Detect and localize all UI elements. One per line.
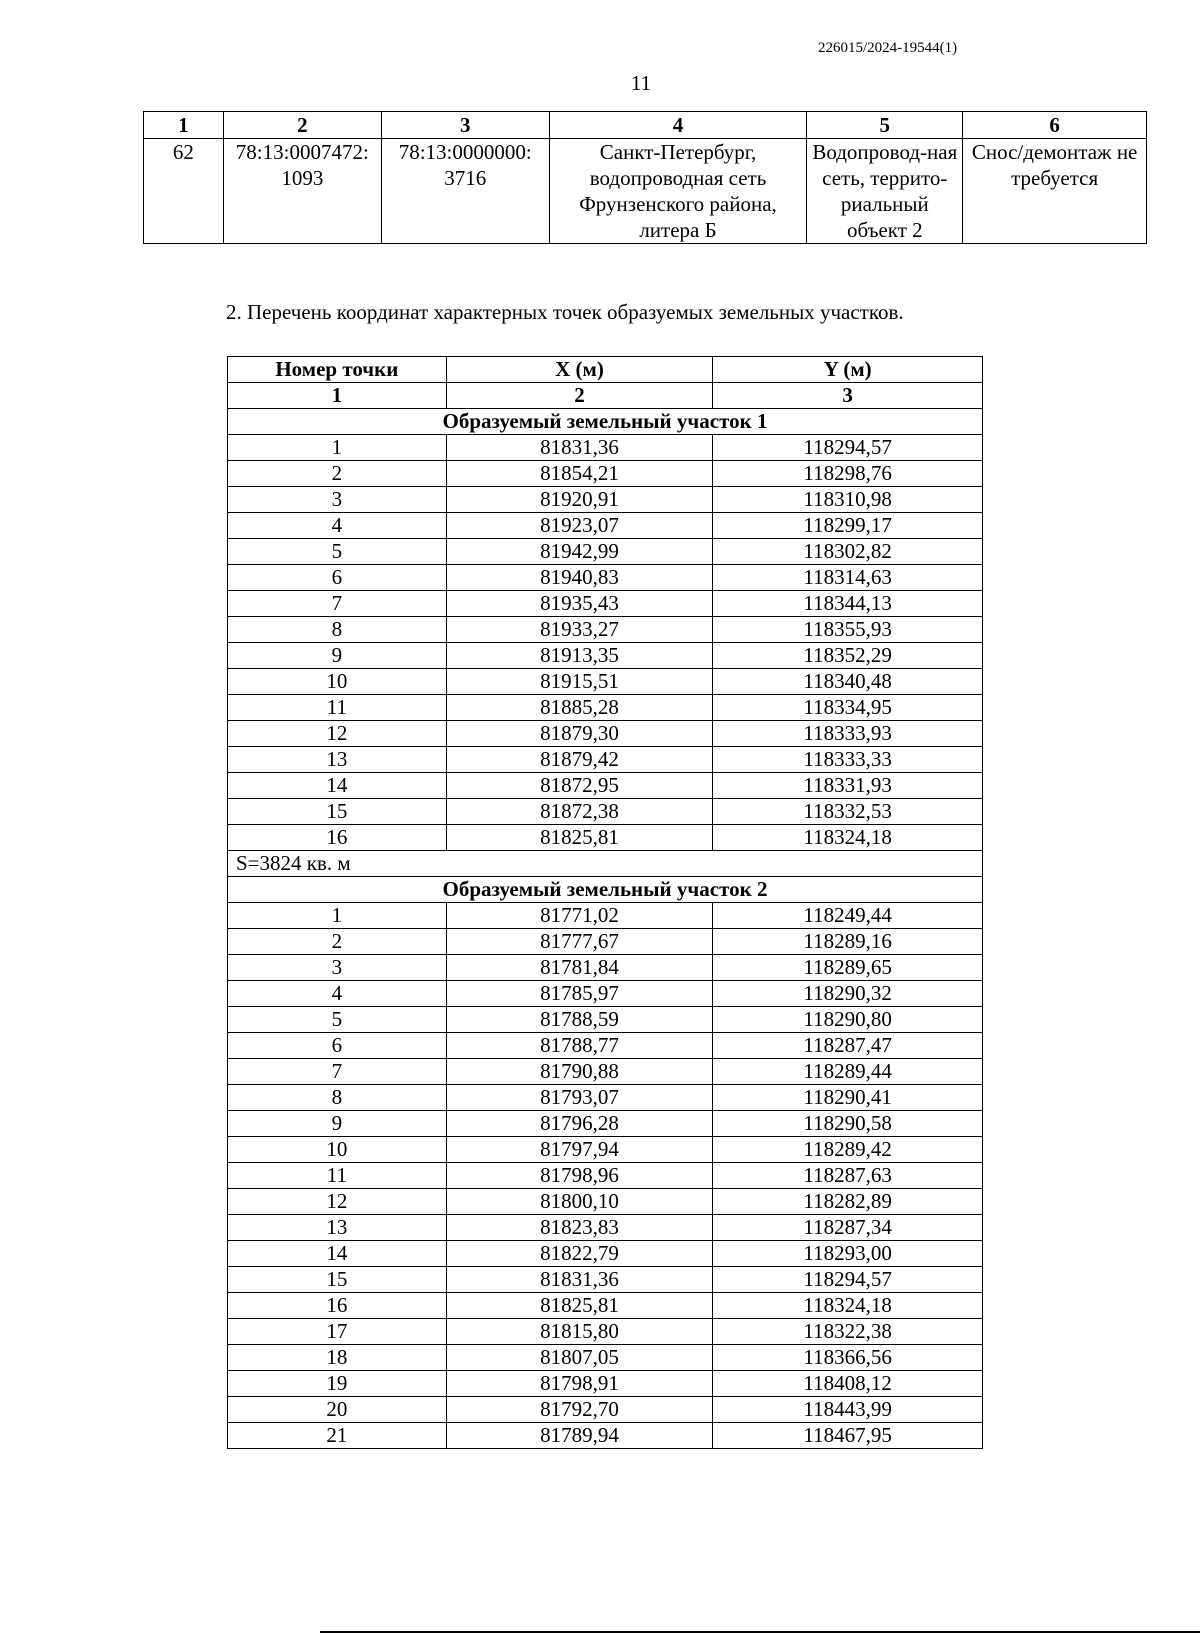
- x-coordinate: 81785,97: [446, 981, 713, 1007]
- x-coordinate: 81792,70: [446, 1397, 713, 1423]
- x-coordinate: 81800,10: [446, 1189, 713, 1215]
- y-coordinate: 118302,82: [713, 539, 983, 565]
- point-number: 14: [228, 773, 447, 799]
- y-coordinate: 118294,57: [713, 1267, 983, 1293]
- x-coordinate: 81935,43: [446, 591, 713, 617]
- point-number: 4: [228, 981, 447, 1007]
- table-row: [228, 1215, 983, 1241]
- y-coordinate: 118298,76: [713, 461, 983, 487]
- x-coordinate: 81798,91: [446, 1371, 713, 1397]
- y-coordinate: 118249,44: [713, 903, 983, 929]
- point-number: 9: [228, 1111, 447, 1137]
- point-number: 10: [228, 1137, 447, 1163]
- table-row: [228, 669, 983, 695]
- x-coordinate: 81940,83: [446, 565, 713, 591]
- table-row: [228, 773, 983, 799]
- point-number: 2: [228, 461, 447, 487]
- y-coordinate: 118287,47: [713, 1033, 983, 1059]
- table-row: [228, 1085, 983, 1111]
- col-header: Y (м): [713, 357, 983, 383]
- point-number: 21: [228, 1423, 447, 1449]
- table-row: [228, 617, 983, 643]
- y-coordinate: 118314,63: [713, 565, 983, 591]
- y-coordinate: 118324,18: [713, 825, 983, 851]
- x-coordinate: 81923,07: [446, 513, 713, 539]
- table-row: [228, 435, 983, 461]
- table-row: [144, 139, 1147, 244]
- point-number: 5: [228, 539, 447, 565]
- point-number: 3: [228, 955, 447, 981]
- point-number: 11: [228, 695, 447, 721]
- row-number: 62: [144, 139, 224, 244]
- point-number: 19: [228, 1371, 447, 1397]
- table-row: [228, 1137, 983, 1163]
- x-coordinate: 81872,95: [446, 773, 713, 799]
- x-coordinate: 81797,94: [446, 1137, 713, 1163]
- page-number: 11: [630, 71, 652, 95]
- area-row: [228, 851, 983, 877]
- x-coordinate: 81831,36: [446, 1267, 713, 1293]
- table-row: [228, 747, 983, 773]
- plot-title: Образуемый земельный участок 1: [228, 409, 983, 435]
- y-coordinate: 118299,17: [713, 513, 983, 539]
- table-row: [228, 1293, 983, 1319]
- x-coordinate: 81815,80: [446, 1319, 713, 1345]
- point-number: 2: [228, 929, 447, 955]
- y-coordinate: 118310,98: [713, 487, 983, 513]
- x-coordinate: 81788,77: [446, 1033, 713, 1059]
- y-coordinate: 118333,93: [713, 721, 983, 747]
- point-number: 4: [228, 513, 447, 539]
- plot-title: Образуемый земельный участок 2: [228, 877, 983, 903]
- x-coordinate: 81823,83: [446, 1215, 713, 1241]
- col-number: 3: [713, 383, 983, 409]
- table-row: [228, 591, 983, 617]
- plot-title-row: [228, 409, 983, 435]
- x-coordinate: 81777,67: [446, 929, 713, 955]
- object-name: Водопровод-ная сеть, террито-риальный объект 2: [807, 139, 963, 244]
- table-row: [228, 1371, 983, 1397]
- table-row: [228, 1111, 983, 1137]
- point-number: 7: [228, 591, 447, 617]
- point-number: 10: [228, 669, 447, 695]
- y-coordinate: 118287,63: [713, 1163, 983, 1189]
- table-row: [228, 643, 983, 669]
- address: Санкт-Петербург, водопроводная сеть Фрунзенского района, литера Б: [549, 139, 807, 244]
- y-coordinate: 118294,57: [713, 435, 983, 461]
- point-number: 13: [228, 747, 447, 773]
- x-coordinate: 81793,07: [446, 1085, 713, 1111]
- x-coordinate: 81790,88: [446, 1059, 713, 1085]
- x-coordinate: 81788,59: [446, 1007, 713, 1033]
- table-row: [228, 1397, 983, 1423]
- y-coordinate: 118443,99: [713, 1397, 983, 1423]
- point-number: 20: [228, 1397, 447, 1423]
- plot-title-row: [228, 877, 983, 903]
- y-coordinate: 118333,33: [713, 747, 983, 773]
- y-coordinate: 118290,58: [713, 1111, 983, 1137]
- x-coordinate: 81781,84: [446, 955, 713, 981]
- point-number: 14: [228, 1241, 447, 1267]
- table-row: [228, 825, 983, 851]
- point-number: 12: [228, 1189, 447, 1215]
- y-coordinate: 118290,80: [713, 1007, 983, 1033]
- table-row: [228, 1033, 983, 1059]
- col-header: 1: [144, 112, 224, 139]
- table-row: [228, 1059, 983, 1085]
- x-coordinate: 81915,51: [446, 669, 713, 695]
- x-coordinate: 81872,38: [446, 799, 713, 825]
- y-coordinate: 118352,29: [713, 643, 983, 669]
- table-row: [228, 513, 983, 539]
- col-header: Номер точки: [228, 357, 447, 383]
- x-coordinate: 81879,42: [446, 747, 713, 773]
- point-number: 15: [228, 1267, 447, 1293]
- y-coordinate: 118355,93: [713, 617, 983, 643]
- x-coordinate: 81942,99: [446, 539, 713, 565]
- x-coordinate: 81825,81: [446, 825, 713, 851]
- objects-table-header: [144, 112, 1147, 139]
- table-row: [228, 1163, 983, 1189]
- y-coordinate: 118287,34: [713, 1215, 983, 1241]
- table-row: [228, 981, 983, 1007]
- y-coordinate: 118334,95: [713, 695, 983, 721]
- col-header: 5: [807, 112, 963, 139]
- y-coordinate: 118331,93: [713, 773, 983, 799]
- action: Снос/демонтаж не требуется: [963, 139, 1147, 244]
- table-row: [228, 1007, 983, 1033]
- table-row: [228, 1345, 983, 1371]
- document-number: 226015/2024-19544(1): [818, 40, 958, 56]
- col-header: X (м): [446, 357, 713, 383]
- y-coordinate: 118289,44: [713, 1059, 983, 1085]
- y-coordinate: 118408,12: [713, 1371, 983, 1397]
- y-coordinate: 118289,16: [713, 929, 983, 955]
- x-coordinate: 81789,94: [446, 1423, 713, 1449]
- col-header: 3: [381, 112, 549, 139]
- point-number: 5: [228, 1007, 447, 1033]
- col-header: 2: [223, 112, 381, 139]
- table-row: [228, 695, 983, 721]
- table-row: [228, 461, 983, 487]
- point-number: 1: [228, 903, 447, 929]
- x-coordinate: 81913,35: [446, 643, 713, 669]
- x-coordinate: 81825,81: [446, 1293, 713, 1319]
- y-coordinate: 118289,42: [713, 1137, 983, 1163]
- cadastral-number-new: 78:13:0007472: 1093: [223, 139, 381, 244]
- x-coordinate: 81879,30: [446, 721, 713, 747]
- y-coordinate: 118366,56: [713, 1345, 983, 1371]
- point-number: 1: [228, 435, 447, 461]
- table-row: [228, 1189, 983, 1215]
- y-coordinate: 118290,41: [713, 1085, 983, 1111]
- col-header: 6: [963, 112, 1147, 139]
- point-number: 8: [228, 1085, 447, 1111]
- col-number: 1: [228, 383, 447, 409]
- point-number: 15: [228, 799, 447, 825]
- point-number: 3: [228, 487, 447, 513]
- col-header: 4: [549, 112, 807, 139]
- coordinates-table: [227, 356, 983, 1449]
- x-coordinate: 81798,96: [446, 1163, 713, 1189]
- x-coordinate: 81885,28: [446, 695, 713, 721]
- y-coordinate: 118290,32: [713, 981, 983, 1007]
- point-number: 6: [228, 565, 447, 591]
- point-number: 11: [228, 1163, 447, 1189]
- x-coordinate: 81933,27: [446, 617, 713, 643]
- table-row: [228, 539, 983, 565]
- point-number: 6: [228, 1033, 447, 1059]
- cadastral-number-old: 78:13:0000000: 3716: [381, 139, 549, 244]
- x-coordinate: 81831,36: [446, 435, 713, 461]
- point-number: 7: [228, 1059, 447, 1085]
- y-coordinate: 118293,00: [713, 1241, 983, 1267]
- table-row: [228, 565, 983, 591]
- coordinates-header: [228, 357, 983, 383]
- table-row: [228, 1319, 983, 1345]
- y-coordinate: 118322,38: [713, 1319, 983, 1345]
- y-coordinate: 118332,53: [713, 799, 983, 825]
- plot-area: S=3824 кв. м: [228, 851, 983, 877]
- point-number: 8: [228, 617, 447, 643]
- column-numbers: [228, 383, 983, 409]
- table-row: [228, 487, 983, 513]
- table-row: [228, 721, 983, 747]
- x-coordinate: 81771,02: [446, 903, 713, 929]
- point-number: 9: [228, 643, 447, 669]
- x-coordinate: 81807,05: [446, 1345, 713, 1371]
- x-coordinate: 81796,28: [446, 1111, 713, 1137]
- y-coordinate: 118324,18: [713, 1293, 983, 1319]
- point-number: 17: [228, 1319, 447, 1345]
- point-number: 16: [228, 825, 447, 851]
- y-coordinate: 118282,89: [713, 1189, 983, 1215]
- point-number: 16: [228, 1293, 447, 1319]
- point-number: 12: [228, 721, 447, 747]
- table-row: [228, 955, 983, 981]
- x-coordinate: 81822,79: [446, 1241, 713, 1267]
- table-row: [228, 903, 983, 929]
- point-number: 18: [228, 1345, 447, 1371]
- y-coordinate: 118289,65: [713, 955, 983, 981]
- y-coordinate: 118344,13: [713, 591, 983, 617]
- table-row: [228, 1423, 983, 1449]
- table-row: [228, 1267, 983, 1293]
- x-coordinate: 81854,21: [446, 461, 713, 487]
- objects-table: [143, 111, 1147, 244]
- x-coordinate: 81920,91: [446, 487, 713, 513]
- point-number: 13: [228, 1215, 447, 1241]
- y-coordinate: 118340,48: [713, 669, 983, 695]
- table-row: [228, 799, 983, 825]
- col-number: 2: [446, 383, 713, 409]
- section-title: 2. Перечень координат характерных точек образуемых земельных участков.: [226, 300, 904, 324]
- table-row: [228, 1241, 983, 1267]
- table-row: [228, 929, 983, 955]
- y-coordinate: 118467,95: [713, 1423, 983, 1449]
